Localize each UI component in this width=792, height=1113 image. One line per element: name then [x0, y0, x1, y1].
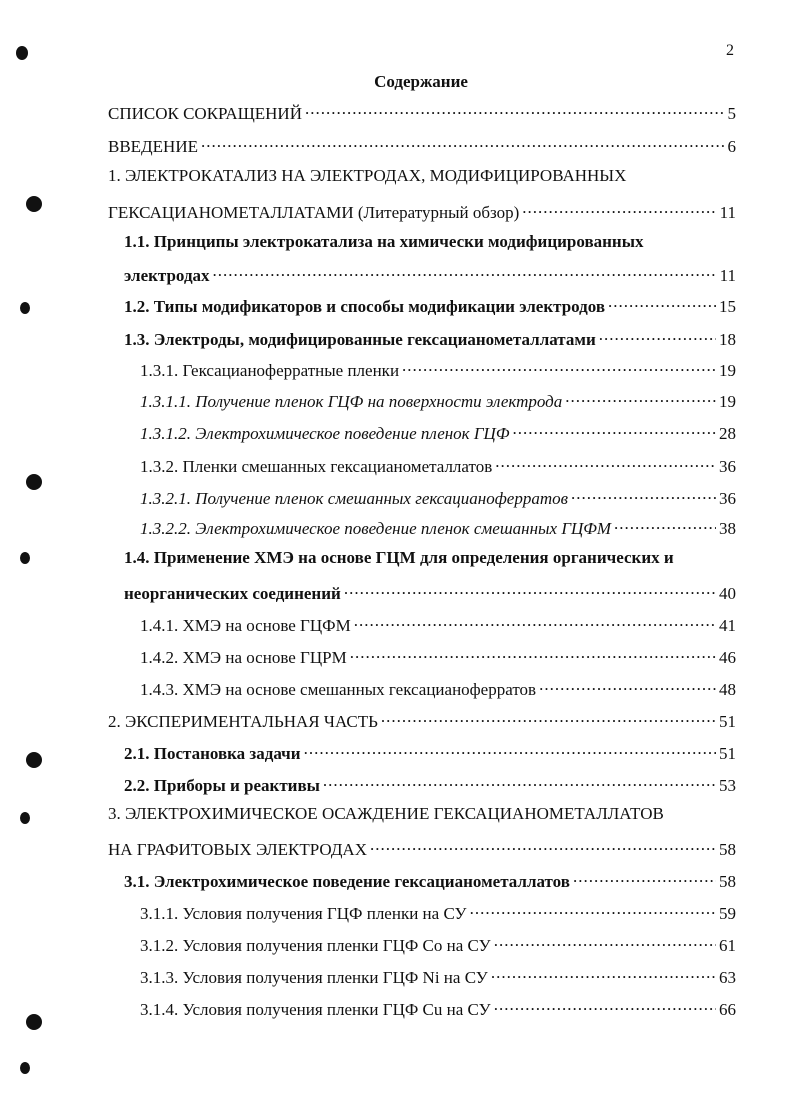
toc-leader: [608, 293, 716, 312]
toc-entry-page: 58: [719, 839, 736, 859]
binder-hole: [20, 552, 30, 564]
toc-entry: [140, 485, 736, 509]
toc-leader: [495, 453, 716, 472]
toc-entry: [140, 357, 736, 381]
toc-entry-text: 3.1.4. Условия получения пленки ГЦФ Cu на СУ: [140, 999, 491, 1019]
toc-entry-text: 1.3. Электроды, модифицированные гексацианометаллатами: [124, 329, 596, 349]
toc-entry-text: 1.3.2.1. Получение пленок смешанных гексацианоферратов: [140, 488, 568, 508]
toc-leader: [354, 612, 716, 631]
toc-entry-page: 36: [719, 456, 736, 476]
toc-leader: [573, 868, 716, 887]
toc-entry-page: 66: [719, 999, 736, 1019]
toc-leader: [614, 515, 716, 534]
toc-entry-text: 1.4. Применение ХМЭ на основе ГЦМ для определения органических и: [124, 548, 674, 567]
toc-leader: [350, 644, 716, 663]
toc-entry: [140, 453, 736, 477]
toc-leader: [402, 357, 716, 376]
toc-entry: [140, 964, 736, 988]
toc-entry-page: 48: [719, 679, 736, 699]
toc-entry-text: СПИСОК СОКРАЩЕНИЙ: [108, 103, 302, 123]
toc-entry-text: 1. ЭЛЕКТРОКАТАЛИЗ НА ЭЛЕКТРОДАХ, МОДИФИЦИРОВАННЫХ: [108, 166, 627, 185]
toc-entry-text: 3.1. Электрохимическое поведение гексацианометаллатов: [124, 871, 570, 891]
toc-leader: [571, 485, 716, 504]
binder-hole: [26, 474, 42, 490]
toc-entry-text: 3.1.1. Условия получения ГЦФ пленки на СУ: [140, 903, 467, 923]
toc-entry-text: 2.2. Приборы и реактивы: [124, 775, 320, 795]
toc-entry: [108, 199, 736, 223]
toc-entry-page: 63: [719, 967, 736, 987]
toc-entry-page: 58: [719, 871, 736, 891]
toc-entry: [140, 900, 736, 924]
toc-entry-text: 1.3.2. Пленки смешанных гексацианометаллатов: [140, 456, 493, 476]
binder-hole: [26, 196, 42, 212]
toc-entry: [124, 326, 736, 350]
binder-hole: [20, 1062, 30, 1074]
toc-entry-page: 15: [719, 296, 736, 316]
toc-entry: [108, 133, 736, 157]
toc-entry-page: 46: [719, 647, 736, 667]
toc-entry-page: 11: [719, 202, 736, 222]
toc-entry: [108, 100, 736, 124]
toc-leader: [599, 326, 716, 345]
toc-leader: [304, 740, 716, 759]
toc-entry-page: 28: [719, 423, 736, 443]
toc-leader: [494, 996, 716, 1015]
toc-entry: [124, 772, 736, 796]
toc-entry: [124, 262, 736, 286]
toc-entry-text: 1.4.2. ХМЭ на основе ГЦРМ: [140, 647, 347, 667]
toc-entry-page: 41: [719, 615, 736, 635]
toc-entry-text: 1.3.1.1. Получение пленок ГЦФ на поверхности электрода: [140, 391, 563, 411]
toc-leader: [513, 420, 716, 439]
toc-entry-page: 61: [719, 935, 736, 955]
binder-hole: [26, 752, 42, 768]
toc-entry-page: 53: [719, 775, 736, 795]
toc-entry-text: 3.1.3. Условия получения пленки ГЦФ Ni на СУ: [140, 967, 488, 987]
binder-hole: [20, 812, 30, 824]
toc-entry-page: 6: [727, 136, 736, 156]
toc-entry-text: 1.4.3. ХМЭ на основе смешанных гексацианоферратов: [140, 679, 537, 699]
toc-entry-page: 18: [719, 329, 736, 349]
toc-entry: [140, 388, 736, 412]
toc-entry-text: 1.2. Типы модификаторов и способы модификации электродов: [124, 296, 606, 316]
toc-entry-text: 2.1. Постановка задачи: [124, 743, 301, 763]
page-number: 2: [726, 42, 734, 59]
toc-entry: [124, 293, 736, 317]
toc-leader: [565, 388, 716, 407]
toc-leader: [494, 932, 716, 951]
toc-entry-text: электродах: [124, 265, 210, 285]
toc-entry-text: ВВЕДЕНИЕ: [108, 136, 198, 156]
toc-entry-text: 1.1. Принципы электрокатализа на химически модифицированных: [124, 232, 644, 251]
toc-leader: [522, 199, 716, 218]
toc-leader: [370, 836, 716, 855]
toc-entry: [140, 612, 736, 636]
binder-hole: [16, 46, 28, 60]
toc-entry: [140, 644, 736, 668]
toc-entry-text: ГЕКСАЦИАНОМЕТАЛЛАТАМИ (Литературный обзор): [108, 202, 520, 222]
toc-entry: [140, 932, 736, 956]
toc-entry: [124, 740, 736, 764]
toc-leader: [381, 708, 716, 727]
toc-leader: [201, 133, 725, 152]
toc-leader: [491, 964, 716, 983]
toc-leader: [305, 100, 725, 119]
toc-entry-text: 2. ЭКСПЕРИМЕНТАЛЬНАЯ ЧАСТЬ: [108, 711, 378, 731]
toc-entry-page: 11: [719, 265, 736, 285]
toc-entry: [140, 676, 736, 700]
toc-leader: [213, 262, 717, 281]
toc-leader: [539, 676, 716, 695]
toc-entry-text: 1.3.1. Гексацианоферратные пленки: [140, 360, 400, 380]
toc-entry-page: 40: [719, 583, 736, 603]
toc-entry-text: неорганических соединений: [124, 583, 341, 603]
toc-leader: [344, 580, 716, 599]
toc-entry: [124, 580, 736, 604]
toc-entry-page: 19: [719, 391, 736, 411]
toc-entry: [124, 868, 736, 892]
toc-entry: [140, 420, 736, 444]
toc-entry-text: НА ГРАФИТОВЫХ ЭЛЕКТРОДАХ: [108, 839, 367, 859]
page-title: Содержание: [374, 72, 468, 91]
toc-entry-page: 19: [719, 360, 736, 380]
toc-entry-page: 5: [727, 103, 736, 123]
toc-leader: [470, 900, 716, 919]
toc-entry-page: 51: [719, 743, 736, 763]
toc-entry-page: 51: [719, 711, 736, 731]
toc-entry-text: 3. ЭЛЕКТРОХИМИЧЕСКОЕ ОСАЖДЕНИЕ ГЕКСАЦИАНОМЕТАЛЛАТОВ: [108, 804, 664, 823]
toc-entry: [108, 836, 736, 860]
binder-hole: [20, 302, 30, 314]
toc-entry: [108, 708, 736, 732]
toc-entry-text: 3.1.2. Условия получения пленки ГЦФ Co на СУ: [140, 935, 491, 955]
toc-entry-page: 38: [719, 518, 736, 538]
toc-entry-page: 36: [719, 488, 736, 508]
toc-entry-text: 1.3.1.2. Электрохимическое поведение пленок ГЦФ: [140, 423, 510, 443]
toc-entry-text: 1.3.2.2. Электрохимическое поведение пленок смешанных ГЦФМ: [140, 518, 612, 538]
toc-entry-page: 59: [719, 903, 736, 923]
binder-hole: [26, 1014, 42, 1030]
toc-leader: [323, 772, 716, 791]
toc-entry-text: 1.4.1. ХМЭ на основе ГЦФМ: [140, 615, 351, 635]
toc-entry: [140, 515, 736, 539]
toc-entry: [140, 996, 736, 1020]
